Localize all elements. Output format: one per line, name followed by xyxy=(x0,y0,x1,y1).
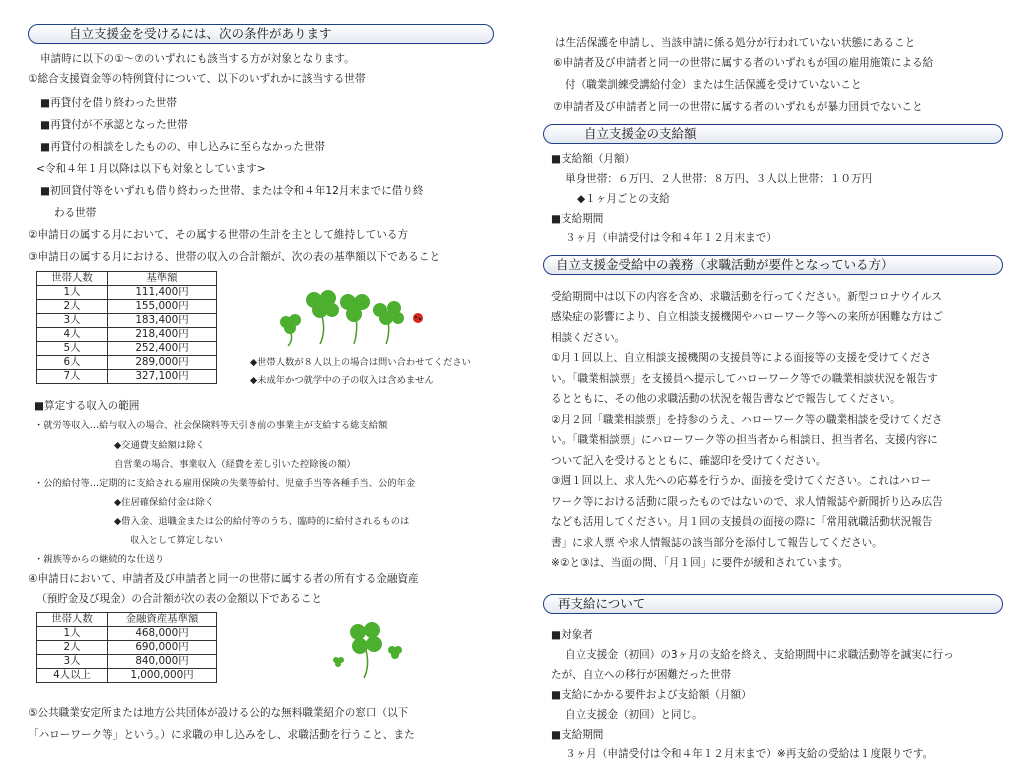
household-size-cell: 1人 xyxy=(37,286,108,300)
amount-cell: 252,400円 xyxy=(108,342,217,356)
income-scope-3: ・親族等からの継続的な仕送り xyxy=(34,554,165,565)
resupply-requirement-title: ■支給にかかる要件および支給額（月額） xyxy=(551,689,752,701)
household-size-cell: 6人 xyxy=(37,356,108,370)
duty-line-1: 受給期間中は以下の内容を含め、求職活動を行ってください。新型コロナウイルス xyxy=(551,291,942,303)
income-scope-1a: ◆交通費支給額は除く xyxy=(114,440,205,451)
duty-line-2: 感染症の影響により、自立相談支援機関やハローワーク等への来所が困難な方はご xyxy=(551,311,943,323)
intro-text: 申請時に以下の①～⑦のいずれにも該当する方が対象となります。 xyxy=(40,53,355,65)
duty-line-5: い。「職業相談票」を支援員へ提示してハローワーク等での職業相談状況を報告す xyxy=(551,373,938,385)
condition-1c: ■再貸付の相談をしたものの、申し込みに至らなかった世帯 xyxy=(40,141,326,153)
condition-1-note: <令和４年１月以降は以下も対象としています> xyxy=(36,163,266,175)
resupply-period-detail: ３ヶ月（申請受付は令和４年１２月末まで）※再支給の受給は１度限りです。 xyxy=(565,748,934,760)
header-text: 再支給について xyxy=(558,596,646,611)
condition-3: ③申請日の属する月における、世帯の収入の合計額が、次の表の基準額以下であること xyxy=(28,251,441,263)
table-row xyxy=(37,342,217,356)
table-row xyxy=(37,286,217,300)
table-row xyxy=(37,300,217,314)
duty-line-4: ①月１回以上、自立相談支援機関の支援員等による面接等の支援を受けてくださ xyxy=(551,352,932,364)
amount-cell: 155,000円 xyxy=(108,300,217,314)
clover-illustration-icon xyxy=(276,286,426,348)
table-row xyxy=(37,328,217,342)
duty-line-7: ②月２回「職業相談票」を持参のうえ、ハローワーク等の職業相談を受けてくださ xyxy=(551,414,943,426)
condition-1d-line1: ■初回貸付等をいずれも借り終わった世帯、または令和４年12月末までに借り終 xyxy=(40,185,424,197)
duty-line-10: ③週１回以上、求人先への応募を行うか、面接を受けてください。これはハロー xyxy=(551,475,932,487)
table-row xyxy=(37,627,217,641)
duty-line-11: ワーク等における活動に限ったものではないので、求人情報誌や新聞折り込み広告 xyxy=(551,496,943,508)
table1-note-2: ◆未成年かつ就学中の子の収入は含めません xyxy=(250,375,434,386)
table-header: 世帯人数 xyxy=(37,613,108,627)
duty-line-6: るとともに、その他の求職活動の状況を報告書などで報告してください。 xyxy=(551,393,901,405)
table-header: 世帯人数 xyxy=(37,272,108,286)
amount-cell: 218,400円 xyxy=(108,328,217,342)
condition-6-line2: 付（職業訓練受講給付金）または生活保護を受けていないこと xyxy=(565,79,862,91)
resupply-target-title: ■対象者 xyxy=(551,629,593,641)
amount-cell: 840,000円 xyxy=(108,655,217,669)
income-scope-2c: 収入として算定しない xyxy=(130,535,223,546)
header-text: 自立支援金の支給額 xyxy=(584,126,697,141)
amount-cell: 289,000円 xyxy=(108,356,217,370)
amount-cell: 183,400円 xyxy=(108,314,217,328)
income-table xyxy=(36,271,217,384)
household-size-cell: 4人 xyxy=(37,328,108,342)
header-text: 自立支援金受給中の義務（求職活動が要件となっている方） xyxy=(556,257,894,272)
table-row xyxy=(37,669,217,683)
table-row xyxy=(37,314,217,328)
resupply-target-line1: 自立支援金（初回）の3ヶ月の支給を終え、支給期間中に求職活動等を誠実に行っ xyxy=(565,649,954,661)
clover-small-icon xyxy=(324,616,414,682)
household-size-cell: 2人 xyxy=(37,300,108,314)
condition-2: ②申請日の属する月において、その属する世帯の生計を主として維持している方 xyxy=(28,229,409,241)
household-size-cell: 3人 xyxy=(37,655,108,669)
condition-1d-line2: わる世帯 xyxy=(54,207,97,219)
table1-note-1: ◆世帯人数が８人以上の場合は問い合わせてください xyxy=(250,357,471,368)
condition-6-line1: ⑥申請者及び申請者と同一の世帯に属する者のいずれもが国の雇用施策による給 xyxy=(553,57,934,69)
condition-4-line1: ④申請日において、申請者及び申請者と同一の世帯に属する者の所有する金融資産 xyxy=(28,573,419,585)
duty-line-14: ※②と③は、当面の間、「月１回」に要件が緩和されています。 xyxy=(551,557,849,569)
duty-line-12: なども活用してください。月１回の支援員の面接の際に「常用就職活動状況報告 xyxy=(551,516,933,528)
table-header: 基準額 xyxy=(108,272,217,286)
period-title: ■支給期間 xyxy=(551,213,604,225)
amount-cell: 327,100円 xyxy=(108,370,217,384)
duty-line-8: い。「職業相談票」にハローワーク等の担当者から相談日、担当者名、支援内容に xyxy=(551,434,938,446)
table-row xyxy=(37,356,217,370)
table-row xyxy=(37,655,217,669)
condition-5-line3: は生活保護を申請し、当該申請に係る処分が行われていない状態にあること xyxy=(555,37,916,49)
condition-1b: ■再貸付が不承認となった世帯 xyxy=(40,119,188,131)
amount-detail: 単身世帯：６万円、２人世帯：８万円、３人以上世帯：１０万円 xyxy=(565,173,873,185)
household-size-cell: 2人 xyxy=(37,641,108,655)
income-scope-2: ・公的給付等…定期的に支給される雇用保険の失業等給付、児童手当等各種手当、公的年金 xyxy=(34,478,416,489)
income-scope-2a: ◆住居確保給付金は除く xyxy=(114,497,215,508)
section-header-amount xyxy=(543,124,1003,144)
duty-line-13: 書」に求人票 や求人情報誌の該当部分を添付して報告してください。 xyxy=(551,537,883,549)
section-header-resupply xyxy=(543,594,1003,614)
duty-line-9: ついて記入を受けるとともに、確認印を受けてください。 xyxy=(551,455,827,467)
header-text: 自立支援金を受けるには、次の条件があります xyxy=(69,26,332,41)
section-header-duties xyxy=(543,255,1003,275)
section-header-conditions xyxy=(28,24,494,44)
resupply-requirement-detail: 自立支援金（初回）と同じ。 xyxy=(565,709,703,721)
amount-cell: 111,400円 xyxy=(108,286,217,300)
asset-table xyxy=(36,612,217,683)
resupply-target-line2: たが、自立への移行が困難だった世帯 xyxy=(551,669,732,681)
household-size-cell: 4人以上 xyxy=(37,669,108,683)
amount-note: ◆１ヶ月ごとの支給 xyxy=(577,193,670,205)
resupply-period-title: ■支給期間 xyxy=(551,729,604,741)
household-size-cell: 5人 xyxy=(37,342,108,356)
duty-line-3: 相談ください。 xyxy=(551,332,626,344)
amount-title: ■支給額（月額） xyxy=(551,153,636,165)
amount-cell: 1,000,000円 xyxy=(108,669,217,683)
condition-1a: ■再貸付を借り終わった世帯 xyxy=(40,97,178,109)
table-header: 金融資産基準額 xyxy=(108,613,217,627)
amount-cell: 468,000円 xyxy=(108,627,217,641)
household-size-cell: 3人 xyxy=(37,314,108,328)
condition-5-line1: ⑤公共職業安定所または地方公共団体が設ける公的な無料職業紹介の窓口（以下 xyxy=(28,707,409,719)
condition-4-line2: （預貯金及び現金）の合計額が次の表の金額以下であること xyxy=(36,593,323,605)
condition-5-line2: 「ハローワーク等」という。）に求職の申し込みをし、求職活動を行うこと、また xyxy=(28,729,415,741)
household-size-cell: 1人 xyxy=(37,627,108,641)
income-scope-title: ■算定する収入の範囲 xyxy=(34,400,140,412)
condition-1: ①総合支援資金等の特例貸付について、以下のいずれかに該当する世帯 xyxy=(28,73,366,85)
income-scope-2b: ◆借入金、退職金または公的給付等のうち、臨時的に給付されるものは xyxy=(114,516,410,527)
amount-cell: 690,000円 xyxy=(108,641,217,655)
table-row xyxy=(37,641,217,655)
table-row xyxy=(37,370,217,384)
income-scope-1: ・就労等収入…給与収入の場合、社会保険料等天引き前の事業主が支給する総支給額 xyxy=(34,420,388,431)
household-size-cell: 7人 xyxy=(37,370,108,384)
income-scope-1b: 自営業の場合、事業収入（経費を差し引いた控除後の額） xyxy=(114,459,356,470)
period-detail: ３ヶ月（申請受付は令和４年１２月末まで） xyxy=(565,232,777,244)
condition-7: ⑦申請者及び申請者と同一の世帯に属する者のいずれもが暴力団員でないこと xyxy=(553,101,923,113)
